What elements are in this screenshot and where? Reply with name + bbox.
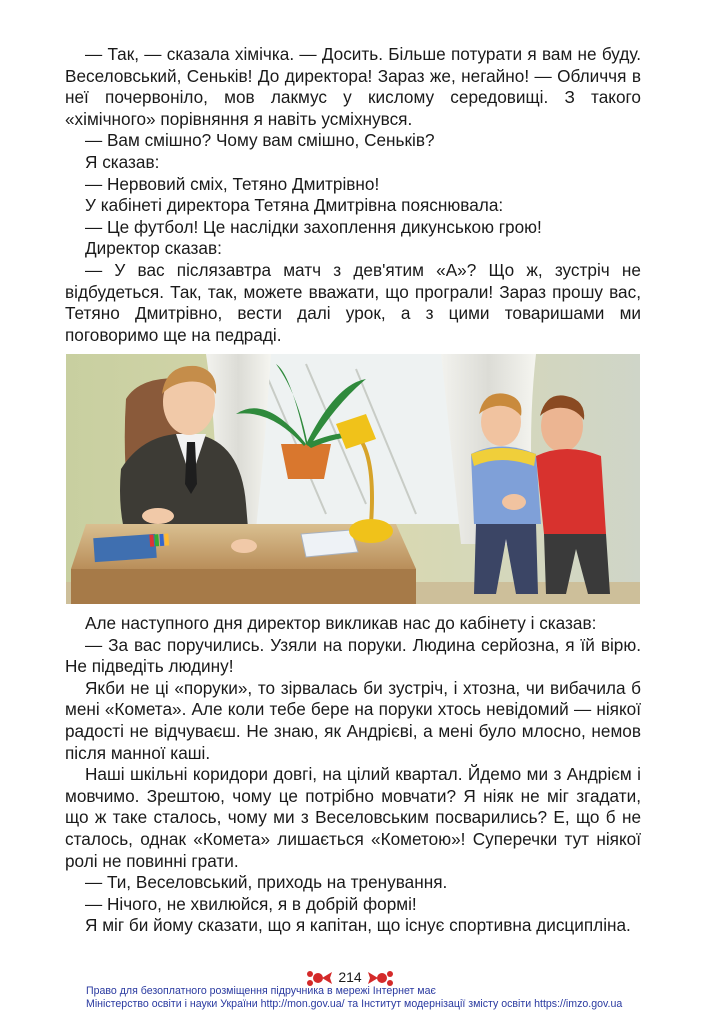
paragraph: Але наступного дня директор викликав нас до кабінету і сказав: [85, 613, 597, 633]
paragraph: — У вас післязавтра матч з дев'ятим «А»? Що ж, зустріч не відбудеться. Так, так, можете вважати, що програли! Зараз прошу вас, Тетяно Дмитрівно, вести далі урок, а з цими товаришами ми поговоримо ще на педраді. [65, 259, 641, 345]
footer [86, 985, 646, 1011]
story-text-top [65, 44, 641, 346]
paragraph: — Це футбол! Це наслідки захоплення дикунською грою! [85, 216, 542, 237]
paragraph: Якби не ці «поруки», то зірвалась би зустріч, і хтозна, чи вибачила б мені «Комета». Але коли тебе бере на поруки хтось невідомий — ніякої радості не відчуваєш. Не знаю, як Андрієві, а мені було млосно, немов після манної каші. [65, 677, 641, 763]
story-illustration [66, 354, 640, 604]
page-number: 214 [338, 969, 362, 985]
paragraph: — За вас поручились. Узяли на поруки. Людина серйозна, я їй вірю. Не підведіть людину! [65, 634, 641, 677]
paragraph: Я міг би йому сказати, що я капітан, що існує спортивна дисципліна. [85, 915, 631, 936]
paragraph: — Вам смішно? Чому вам смішно, Сеньків? [85, 130, 435, 151]
paragraph: — Ти, Веселовський, приходь на тренування. [85, 872, 448, 893]
paragraph: У кабінеті директора Тетяна Дмитрівна пояснювала: [85, 195, 504, 216]
story-text-bottom [65, 613, 641, 937]
footer-line-2[interactable]: Міністерство освіти і науки України http://mon.gov.ua/ та Інститут модернізації змісту освіти https://imzo.gov.ua [86, 998, 623, 1010]
paragraph: Я сказав: [85, 151, 160, 172]
footer-line-1: Право для безоплатного розміщення підручника в мережі Інтернет має [86, 985, 436, 997]
paragraph: — Так, — сказала хімічка. — Досить. Більше потурати я вам не буду. Веселовський, Сеньків! До директора! Зараз же, негайно! — Обличчя в неї почервоніло, мов лакмус у кислому середовищі. З такого «хімічного» порівняння я навіть усміхнувся. [65, 44, 641, 129]
paragraph: Директор сказав: [85, 238, 222, 259]
paragraph: Наші шкільні коридори довгі, на цілий квартал. Йдемо ми з Андрієм і мовчимо. Зрештою, чому це потрібно мовчати? Я ніяк не міг згадати, що ж таке сталось, чому ми з Веселовським посварились? Е, що б не сталось, однак «Комета» лишається «Кометою»! Суперечки тут ніякої ролі не повинні грати. [65, 764, 641, 871]
paragraph: — Нічого, не хвилюйся, я в добрій формі! [85, 893, 417, 914]
paragraph: — Нервовий сміх, Тетяно Дмитрівно! [85, 173, 380, 194]
